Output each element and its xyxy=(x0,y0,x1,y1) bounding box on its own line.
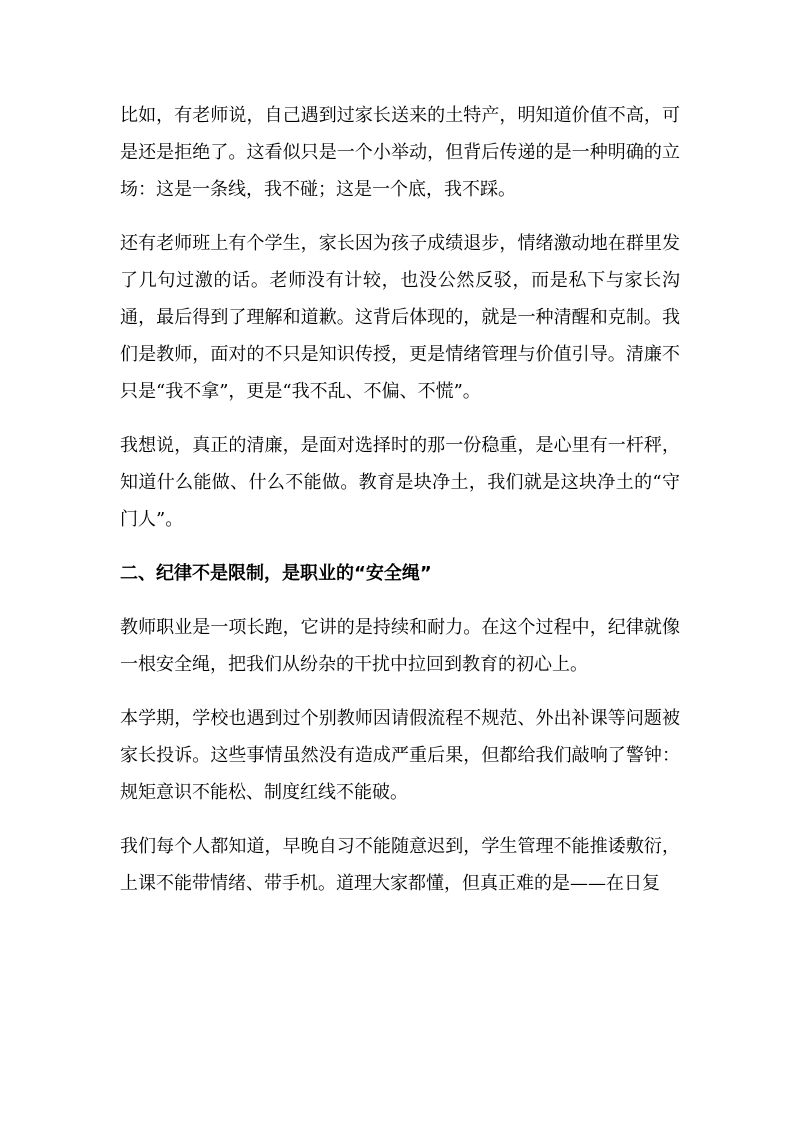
paragraph-everyday-rules: 我们每个人都知道，早晚自习不能随意迟到，学生管理不能推诿敷衍，上课不能带情绪、带手机。道理大家都懂，但真正难的是——在日复 xyxy=(120,836,680,894)
section-heading-discipline: 二、纪律不是限制，是职业的“安全绳” xyxy=(120,563,432,584)
paragraph-safety-rope: 教师职业是一项长跑，它讲的是持续和耐力。在这个过程中，纪律就像一根安全绳，把我们从纷杂的干扰中拉回到教育的初心上。 xyxy=(120,617,680,675)
document-body xyxy=(120,97,680,919)
paragraph-local-specialty-gift: 比如，有老师说，自己遇到过家长送来的土特产，明知道价值不高，可是还是拒绝了。这看似只是一个小举动，但背后传递的是一种明确的立场：这是一条线，我不碰；这是一个底，我不踩。 xyxy=(120,105,680,200)
paragraph-semester-complaints: 本学期，学校也遇到过个别教师因请假流程不规范、外出补课等问题被家长投诉。这些事情虽然没有造成严重后果，但都给我们敲响了警钟：规矩意识不能松、制度红线不能破。 xyxy=(120,708,680,803)
paragraph-parent-group-chat: 还有老师班上有个学生，家长因为孩子成绩退步，情绪激动地在群里发了几句过激的话。老师没有计较，也没公然反驳，而是私下与家长沟通，最后得到了理解和道歉。这背后体现的，就是一种清醒和克制。我们是教师，面对的不只是知识传授，更是情绪管理与价值引导。清廉不只是“我不拿”，更是“我不乱、不偏、不慌”。 xyxy=(120,233,680,402)
paragraph-true-integrity: 我想说，真正的清廉，是面对选择时的那一份稳重，是心里有一杆秤，知道什么能做、什么不能做。教育是块净土，我们就是这块净土的“守门人”。 xyxy=(120,435,680,530)
